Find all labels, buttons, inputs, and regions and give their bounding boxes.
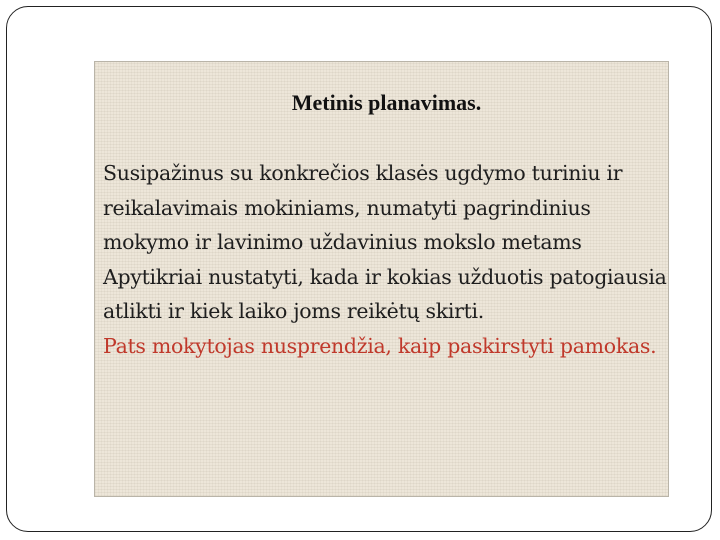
paragraph-emphasis: Pats mokytojas nusprendžia, kaip paskirstyti pamokas. — [103, 333, 657, 358]
slide-frame — [6, 6, 712, 532]
content-box — [94, 61, 669, 497]
slide-body — [103, 156, 668, 363]
paragraph-timing: Apytikriai nustatyti, kada ir kokias užduotis patogiausia atlikti ir kiek laiko joms reikėtų skirti. — [103, 264, 667, 323]
slide-title: Metinis planavimas. — [291, 90, 482, 115]
paragraph-goals: Susipažinus su konkrečios klasės ugdymo turiniu ir reikalavimais mokiniams, numatyti pagrindinius mokymo ir lavinimo uždavinius mokslo metams — [103, 161, 623, 254]
